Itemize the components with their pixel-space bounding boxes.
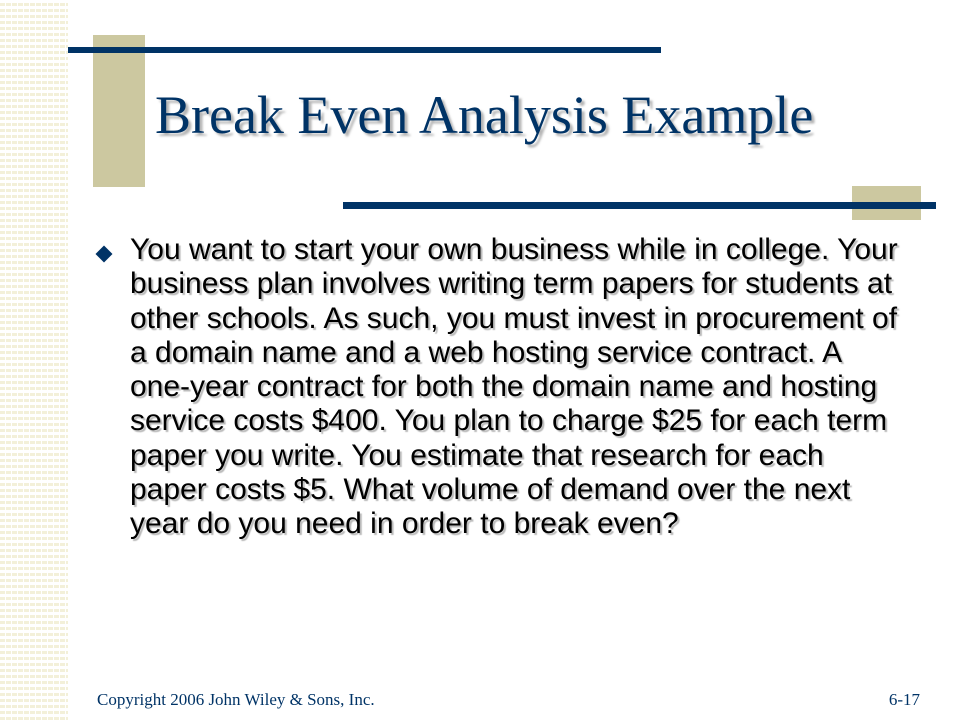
copyright-footer: Copyright 2006 John Wiley & Sons, Inc. <box>97 690 375 709</box>
decorative-left-stripe <box>0 0 68 720</box>
decorative-navy-line-top <box>68 47 661 53</box>
decorative-navy-line-bottom <box>343 202 936 209</box>
diamond-bullet-icon <box>96 246 113 263</box>
bullet-text: You want to start your own business while in college. Your business plan involves writing term papers for students at other schools. As such, you must invest in procurement of a domain name and a web hosting service contract. A one-year contract for both the domain name and hosting service costs $400. You plan to charge $25 for each term paper you write. You estimate that research for each paper costs $5. What volume of demand over the next year do you need in order to break even? <box>130 233 898 541</box>
slide-title: Break Even Analysis Example <box>155 85 814 145</box>
decorative-tan-block-left <box>93 35 145 187</box>
page-number: 6-17 <box>888 690 920 709</box>
